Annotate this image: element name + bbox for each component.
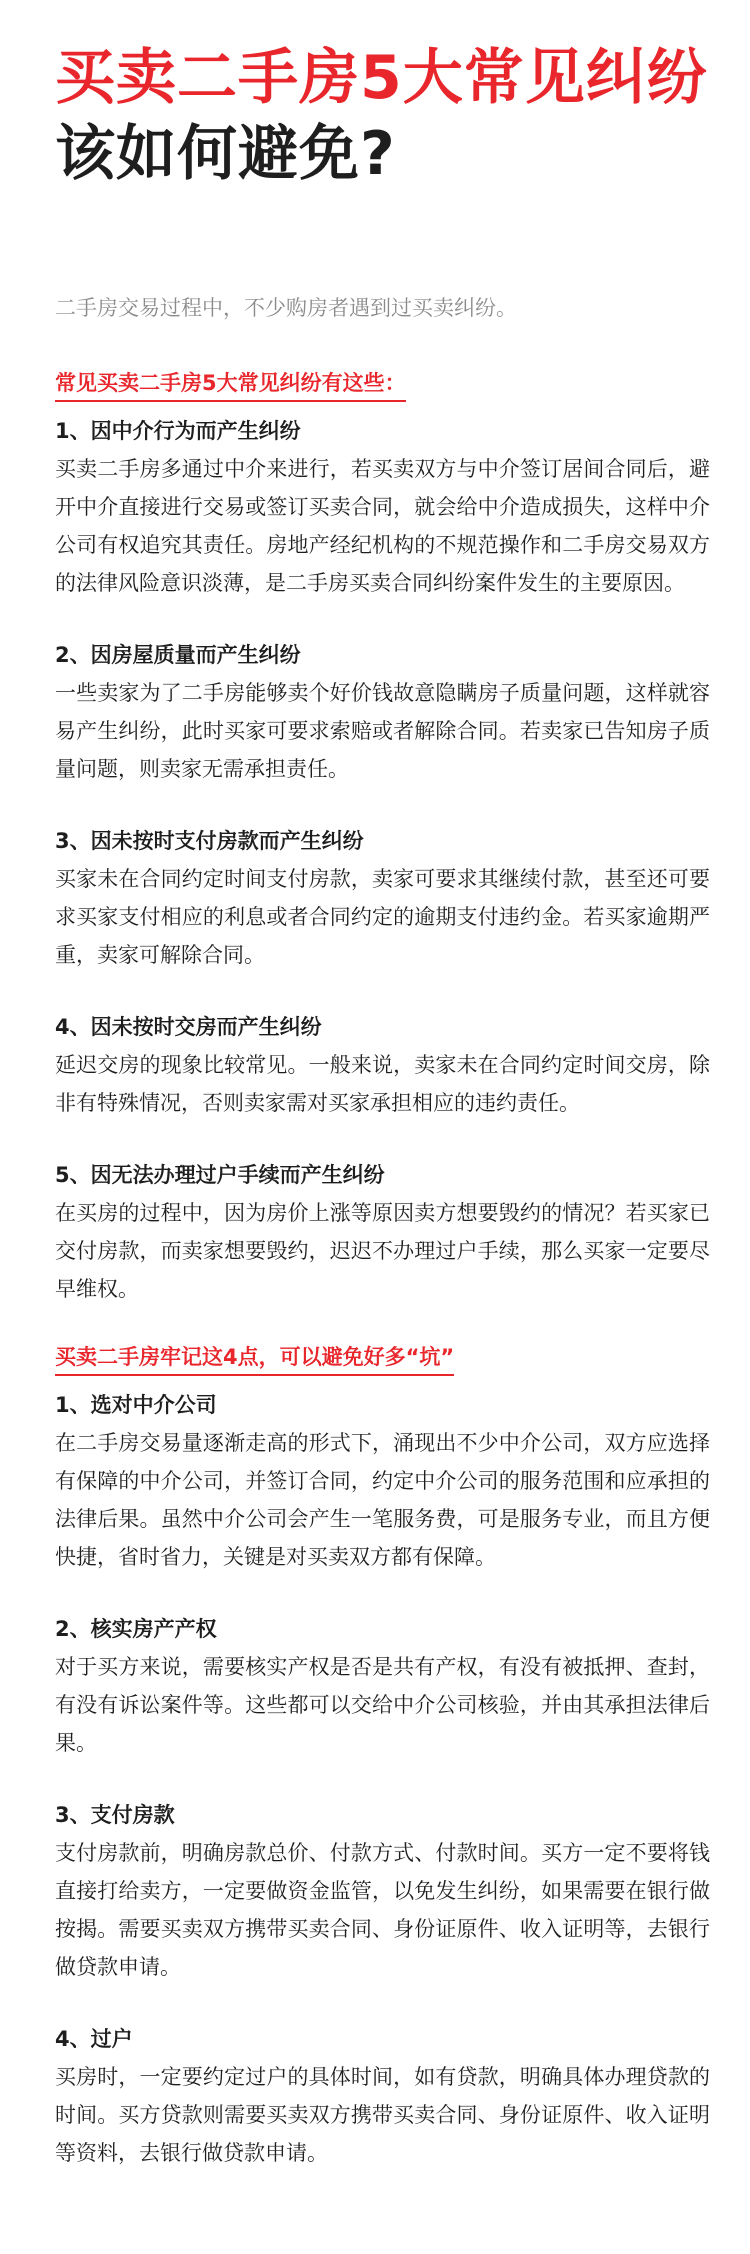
item-title: 4、过户 — [55, 2027, 133, 2051]
intro-text: 二手房交易过程中，不少购房者遇到过买卖纠纷。 — [55, 296, 517, 320]
article — [55, 40, 710, 2172]
item-body: 在买房的过程中，因为房价上涨等原因卖方想要毁约的情况？若买家已交付房款，而卖家想要毁约，迟迟不办理过户手续，那么买家一定要尽早维权。 — [55, 1201, 710, 1301]
dispute-item — [55, 822, 710, 974]
item-body: 买家未在合同约定时间支付房款，卖家可要求其继续付款，甚至还可要求买家支付相应的利息或者合同约定的逾期支付违约金。若买家逾期严重，卖家可解除合同。 — [55, 867, 710, 967]
item-body: 延迟交房的现象比较常见。一般来说，卖家未在合同约定时间交房，除非有特殊情况，否则卖家需对买家承担相应的违约责任。 — [55, 1053, 710, 1115]
tip-item — [55, 1796, 710, 1986]
item-body: 在二手房交易量逐渐走高的形式下，涌现出不少中介公司，双方应选择有保障的中介公司，并签订合同，约定中介公司的服务范围和应承担的法律后果。虽然中介公司会产生一笔服务费，可是服务专业，而且方便快捷，省时省力，关键是对买卖双方都有保障。 — [55, 1431, 710, 1569]
dispute-item — [55, 636, 710, 788]
dispute-item — [55, 1156, 710, 1308]
dispute-item — [55, 412, 710, 602]
item-title: 5、因无法办理过户手续而产生纠纷 — [55, 1163, 385, 1187]
item-body: 支付房款前，明确房款总价、付款方式、付款时间。买方一定不要将钱直接打给卖方，一定要做资金监管，以免发生纠纷，如果需要在银行做按揭。需要买卖双方携带买卖合同、身份证原件、收入证明等，去银行做贷款申请。 — [55, 1841, 710, 1979]
item-title: 1、选对中介公司 — [55, 1393, 217, 1417]
item-title: 1、因中介行为而产生纠纷 — [55, 419, 301, 443]
item-body: 对于买方来说，需要核实产权是否是共有产权，有没有被抵押、查封，有没有诉讼案件等。这些都可以交给中介公司核验，并由其承担法律后果。 — [55, 1655, 710, 1755]
item-body: 买卖二手房多通过中介来进行，若买卖双方与中介签订居间合同后，避开中介直接进行交易或签订买卖合同，就会给中介造成损失，这样中介公司有权追究其责任。房地产经纪机构的不规范操作和二手房交易双方的法律风险意识淡薄，是二手房买卖合同纠纷案件发生的主要原因。 — [55, 457, 710, 595]
item-title: 3、支付房款 — [55, 1803, 175, 1827]
item-title: 2、核实房产产权 — [55, 1617, 217, 1641]
section-heading-disputes: 常见买卖二手房5大常见纠纷有这些： — [55, 368, 406, 402]
tip-item — [55, 2020, 710, 2172]
section-tips — [55, 1342, 710, 2172]
article-title — [55, 40, 710, 192]
item-title: 4、因未按时交房而产生纠纷 — [55, 1015, 322, 1039]
section-heading-tips: 买卖二手房牢记这4点，可以避免好多“坑” — [55, 1342, 454, 1376]
tip-item — [55, 1610, 710, 1762]
item-title: 3、因未按时支付房款而产生纠纷 — [55, 829, 364, 853]
title-line-2: 该如何避免? — [55, 119, 396, 189]
item-title: 2、因房屋质量而产生纠纷 — [55, 643, 301, 667]
title-line-1: 买卖二手房5大常见纠纷 — [55, 43, 708, 113]
tip-item — [55, 1386, 710, 1576]
item-body: 一些卖家为了二手房能够卖个好价钱故意隐瞒房子质量问题，这样就容易产生纠纷，此时买家可要求索赔或者解除合同。若卖家已告知房子质量问题，则卖家无需承担责任。 — [55, 681, 710, 781]
item-body: 买房时，一定要约定过户的具体时间，如有贷款，明确具体办理贷款的时间。买方贷款则需要买卖双方携带买卖合同、身份证原件、收入证明等资料，去银行做贷款申请。 — [55, 2065, 710, 2165]
dispute-item — [55, 1008, 710, 1122]
section-disputes — [55, 368, 710, 1308]
